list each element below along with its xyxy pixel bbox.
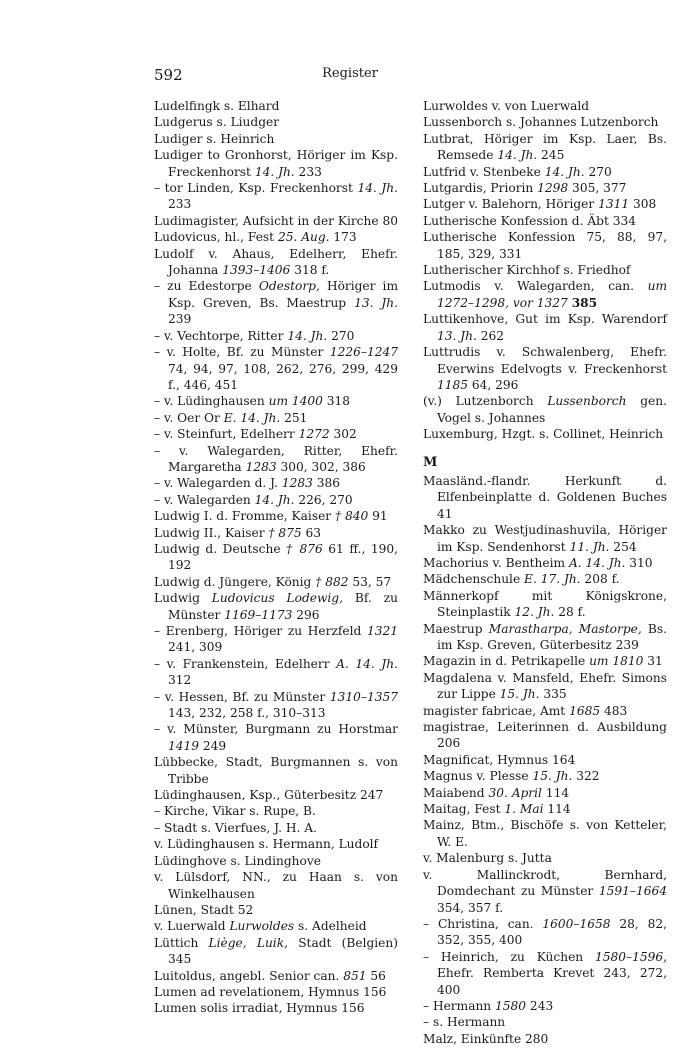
index-entry: Ludwig Ludovicus Lodewig, Bf. zu Münster 1169–1173 296 [154,591,398,622]
section-letter-m: M [423,454,438,470]
index-entry: Luttrudis v. Schwalenberg, Ehefr. Everwins Edelvogts v. Freckenhorst 1185 64, 296 [423,345,667,392]
index-entry: Lumen ad revelationem, Hymnus 156 [154,984,387,999]
index-entry: – s. Hermann [423,1015,506,1030]
index-entry: Lutherische Konfession d. Äbt 334 [423,213,636,228]
index-entry: Ludelfingk s. Elhard [154,99,280,113]
index-entry: Lussenborch s. Johannes Lutzenborch [423,115,659,130]
page-number: 592 [154,66,183,84]
index-entry: Ludgerus s. Liudger [154,115,280,130]
index-entry: v. Mallinckrodt, Bernhard, Domdechant zu Münster 1591–1664 354, 357 f. [423,867,667,915]
index-entry: Luitoldus, angebl. Senior can. 851 56 [154,968,386,983]
index-entry: magistrae, Leiterinnen d. Ausbildung 206 [423,720,667,751]
index-entry: Maestrup Marastharpa, Mastorpe, Bs. im Ksp. Greven, Güterbesitz 239 [423,621,667,652]
running-head: Register [322,66,378,81]
index-entry: Maitag, Fest 1. Mai 114 [423,802,571,817]
index-entry: Lüdinghove s. Lindinghove [154,853,321,868]
right-column [423,98,667,1047]
index-entry: – Christina, can. 1600–1658 28, 82, 352, 355, 400 [423,916,668,948]
index-entry: Ludiger to Gronhorst, Höriger im Ksp. Freckenhorst 14. Jh. 233 [154,148,398,179]
index-entry: – tor Linden, Ksp. Freckenhorst 14. Jh. 233 [154,181,398,212]
index-entry: Ludimagister, Aufsicht in der Kirche 80 [154,213,398,228]
index-entry: Ludwig II., Kaiser † 875 63 [154,525,322,540]
index-entry: Magnus v. Plesse 15. Jh. 322 [423,769,600,784]
index-entry: Magazin in d. Petrikapelle um 1810 31 [423,654,663,669]
index-entry: – zu Edestorpe Odestorp, Höriger im Ksp. Greven, Bs. Maestrup 13. Jh. 239 [154,279,399,327]
index-entry: Lurwoldes v. von Luerwald [423,99,590,113]
index-entry: Lutgardis, Priorin 1298 305, 377 [423,181,627,196]
index-entry: Lüttich Liège, Luik, Stadt (Belgien) 345 [154,935,398,967]
index-entry: – v. Holte, Bf. zu Münster 1226–1247 74, 94, 97, 108, 262, 276, 299, 429 f., 446, 451 [154,345,398,392]
index-entry: Lüdinghausen, Ksp., Güterbesitz 247 [154,788,384,803]
index-entry: Ludovicus, hl., Fest 25. Aug. 173 [154,230,357,245]
index-entry: Magnificat, Hymnus 164 [423,752,576,767]
index-entry: Lutherischer Kirchhof s. Friedhof [423,263,631,278]
index-entry: – Kirche, Vikar s. Rupe, B. [154,804,316,819]
index-entry: Lutherische Konfession 75, 88, 97, 185, 329, 331 [423,230,667,261]
index-entry: Lutbrat, Höriger im Ksp. Laer, Bs. Remsede 14. Jh. 245 [423,131,667,163]
index-entry: – Hermann 1580 243 [423,998,554,1013]
index-entry: Luttikenhove, Gut im Ksp. Warendorf 13. Jh. 262 [423,312,667,343]
index-entry: Lünen, Stadt 52 [154,902,254,917]
index-entry: Maasländ.-flandr. Herkunft d. Elfenbeinplatte d. Goldenen Buches 41 [423,473,667,521]
index-entry: v. Lülsdorf, NN., zu Haan s. von Winkelhausen [154,870,398,901]
index-entry: Maiabend 30. April 114 [423,785,570,800]
index-entry: – v. Walegarden 14. Jh. 226, 270 [154,492,353,507]
index-entry: Ludiger s. Heinrich [154,131,275,146]
index-entry: Ludwig d. Jüngere, König † 882 53, 57 [154,574,392,589]
index-entry: – v. Steinfurt, Edelherr 1272 302 [154,427,357,442]
index-entry: – v. Frankenstein, Edelherr A. 14. Jh. 312 [154,656,398,688]
index-entry: Lumen solis irradiat, Hymnus 156 [154,1001,365,1016]
entries-m [423,473,667,1047]
index-entry: (v.) Lutzenborch Lussenborch gen. Vogel s. Johannes [423,394,667,425]
index-entry: – v. Lüdinghausen um 1400 318 [154,394,351,409]
entries-l-continued [423,98,667,443]
index-entry: – Erenberg, Höriger zu Herzfeld 1321 241, 309 [154,624,398,655]
index-entry: – Heinrich, zu Küchen 1580–1596, Ehefr. Remberta Krevet 243, 272, 400 [423,949,667,997]
index-entry: Mainz, Btm., Bischöfe s. von Ketteler, W. E. [423,818,667,849]
index-entry: Lutmodis v. Walegarden, can. um 1272–1298, vor 1327 385 [423,279,667,310]
index-entry: – Stadt s. Vierfues, J. H. A. [154,820,317,835]
index-entry: v. Lüdinghausen s. Hermann, Ludolf [154,837,379,852]
index-entry: Mädchenschule E. 17. Jh. 208 f. [423,572,620,587]
index-entry: Ludolf v. Ahaus, Edelherr, Ehefr. Johanna 1393–1406 318 f. [154,246,398,278]
index-entry: Ludwig I. d. Fromme, Kaiser † 840 91 [154,509,388,524]
index-entry: – v. Oer Or E. 14. Jh. 251 [154,410,308,425]
index-entry: Machorius v. Bentheim A. 14. Jh. 310 [423,555,653,570]
index-entry: v. Luerwald Lurwoldes s. Adelheid [154,919,367,934]
index-entry: – v. Walegarden, Ritter, Ehefr. Margaretha 1283 300, 302, 386 [154,443,398,474]
index-entry: Malz, Einkünfte 280 [423,1031,549,1046]
index-entry: Luxemburg, Hzgt. s. Collinet, Heinrich [423,427,664,442]
index-entry: – v. Hessen, Bf. zu Münster 1310–1357 143, 232, 258 f., 310–313 [154,689,398,721]
index-entry: Lutger v. Balehorn, Höriger 1311 308 [423,197,657,212]
index-entry: – v. Münster, Burgmann zu Horstmar 1419 249 [154,722,398,753]
index-entry: Lutfrid v. Stenbeke 14. Jh. 270 [423,164,612,179]
index-entry: magister fabricae, Amt 1685 483 [423,703,628,718]
index-entry: Makko zu Westjudinashuvila, Höriger im Ksp. Sendenhorst 11. Jh. 254 [423,523,667,554]
index-entry: Lübbecke, Stadt, Burgmannen s. von Tribbe [154,755,398,786]
index-entry: Männerkopf mit Königskrone, Steinplastik 12. Jh. 28 f. [423,588,667,620]
index-entry: v. Malenburg s. Jutta [423,851,552,866]
left-column [154,98,398,1017]
index-entry: – v. Walegarden d. J. 1283 386 [154,476,341,491]
index-entry: – v. Vechtorpe, Ritter 14. Jh. 270 [154,328,355,343]
index-entry: Ludwig d. Deutsche † 876 61 ff., 190, 192 [154,541,399,573]
index-entry: Magdalena v. Mansfeld, Ehefr. Simons zur Lippe 15. Jh. 335 [423,670,667,702]
